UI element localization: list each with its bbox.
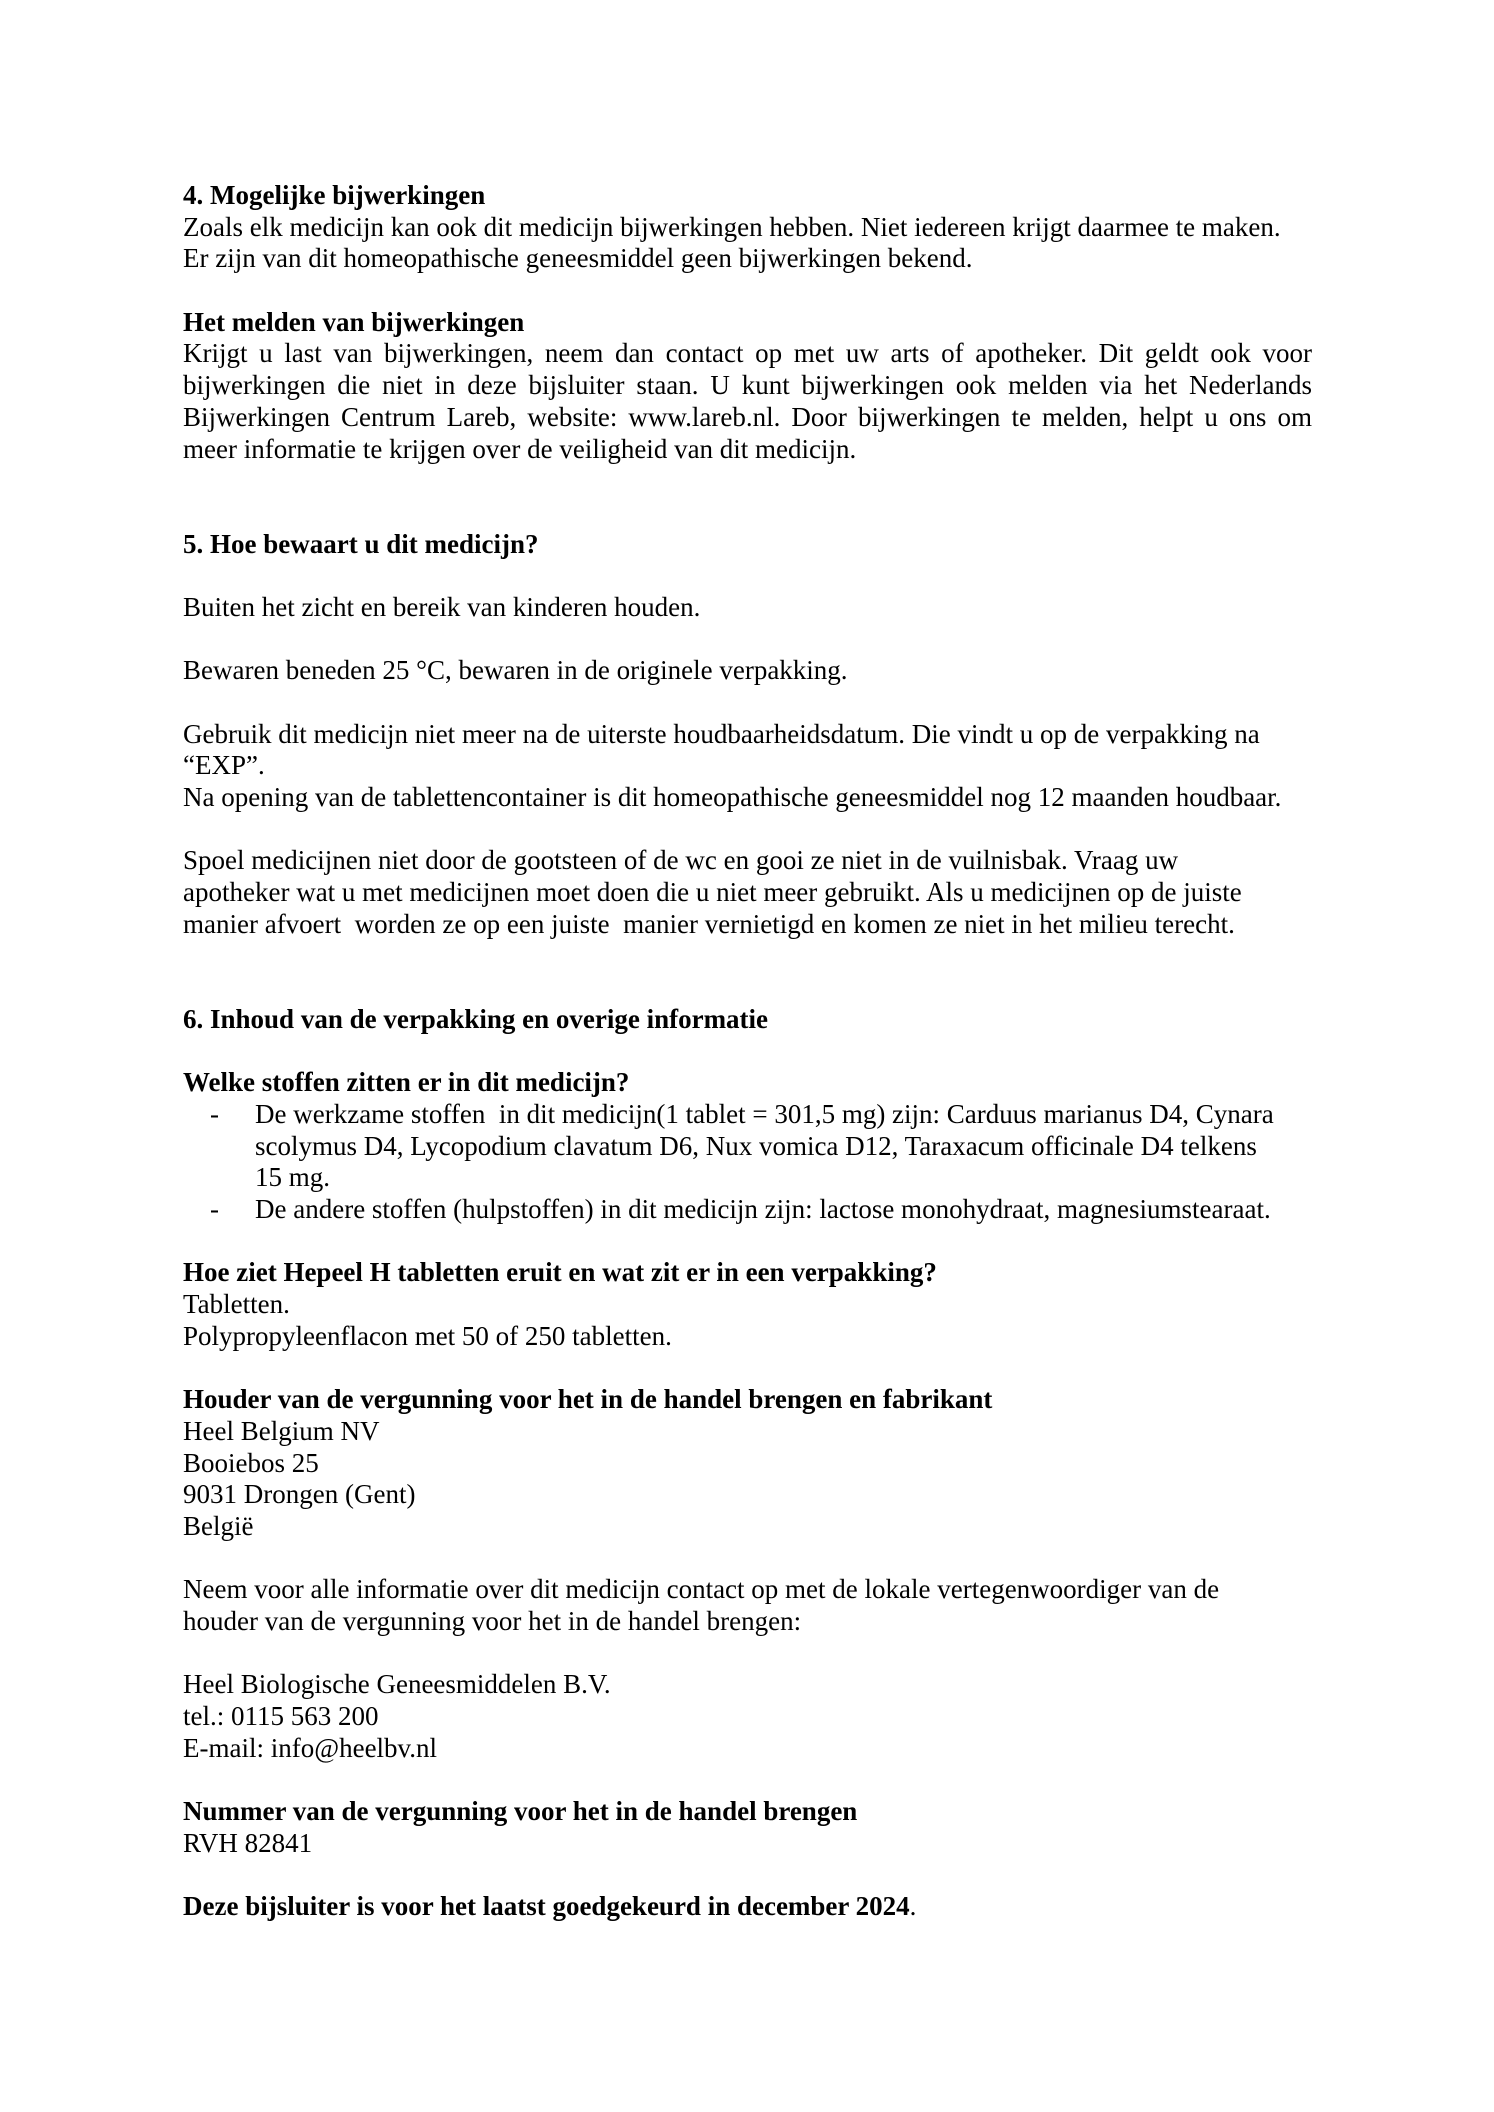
disposal-line-1: Spoel medicijnen niet door de gootsteen of de wc en gooi ze niet in de vuilnisbak. Vraag uw [183,845,1179,876]
reporting-line-4: meer informatie te krijgen over de veiligheid van dit medicijn. [183,433,857,464]
appearance-subheading: Hoe ziet Hepeel H tabletten eruit en wat zit er in een verpakking? [183,1257,937,1288]
storage-condition-line: Bewaren beneden 25 °C, bewaren in de originele verpakking. [183,655,848,686]
blank-line [183,1764,1312,1796]
license-number-line: RVH 82841 [183,1827,313,1858]
composition-subheading: Welke stoffen zitten er in dit medicijn? [183,1067,630,1098]
other-substances-line: De andere stoffen (hulpstoffen) in dit medicijn zijn: lactose monohydraat, magnesiumstearaat. [255,1194,1271,1224]
blank-line [183,1352,1312,1384]
reporting-line-3: Bijwerkingen Centrum Lareb, website: www.lareb.nl. Door bijwerkingen te melden, helpt u ons om [183,401,1312,432]
local-rep-line-1: Neem voor alle informatie over dit medicijn contact op met de lokale vertegenwoordiger van de [183,1574,1220,1605]
expiry-line-3: Na opening van de tablettencontainer is dit homeopathische geneesmiddel nog 12 maanden houdbaar. [183,782,1282,813]
blank-line [183,941,1312,973]
mah-subheading: Houder van de vergunning voor het in de handel brengen en fabrikant [183,1384,993,1415]
section-4-intro-line-2: Er zijn van dit homeopathische geneesmiddel geen bijwerkingen bekend. [183,243,973,274]
active-substances-line-1: De werkzame stoffen in dit medicijn(1 tablet = 301,5 mg) zijn: Carduus marianus D4, Cynara [255,1098,1274,1129]
active-substances-line-3: 15 mg. [255,1162,331,1193]
disposal-line-3: manier afvoert worden ze op een juiste manier vernietigd en komen ze niet in het milieu terecht. [183,908,1235,939]
blank-line [183,1638,1312,1670]
blank-line [183,560,1312,592]
mah-company-line: Heel Belgium NV [183,1415,380,1446]
expiry-line-1: Gebruik dit medicijn niet meer na de uiterste houdbaarheidsdatum. Die vindt u op de verpakking na [183,718,1260,749]
section-6-heading: 6. Inhoud van de verpakking en overige informatie [183,1003,769,1034]
blank-line [183,497,1312,529]
disposal-line-2: apotheker wat u met medicijnen moet doen die u niet meer gebruikt. Als u medicijnen op de juiste [183,877,1242,908]
mah-country-line: België [183,1510,254,1541]
approval-line [183,1891,1312,1923]
blank-line [183,1543,1312,1575]
active-substances-line-2: scolymus D4, Lycopodium clavatum D6, Nux vomica D12, Taraxacum officinale D4 telkens [255,1130,1257,1161]
blank-line [183,465,1312,497]
section-4-heading: 4. Mogelijke bijwerkingen [183,180,486,210]
reporting-line-1: Krijgt u last van bijwerkingen, neem dan contact op met uw arts of apotheker. Dit geldt ook voor [183,338,1312,369]
expiry-line-2: “EXP”. [183,750,265,781]
mah-city-line: 9031 Drongen (Gent) [183,1479,416,1510]
section-5-heading: 5. Hoe bewaart u dit medicijn? [183,528,539,559]
keep-away-from-children-line: Buiten het zicht en bereik van kinderen houden. [183,591,701,622]
local-rep-line-2: houder van de vergunning voor het in de handel brengen: [183,1605,802,1636]
approval-period: . [909,1891,917,1922]
contact-phone-line: tel.: 0115 563 200 [183,1701,379,1731]
blank-line [183,972,1312,1004]
blank-line [183,275,1312,307]
section-4-intro-line-1: Zoals elk medicijn kan ook dit medicijn bijwerkingen hebben. Niet iedereen krijgt daarmee te maken. [183,211,1281,242]
reporting-line-2: bijwerkingen die niet in deze bijsluiter staan. U kunt bijwerkingen ook melden via het Nederlands [183,370,1312,401]
other-substances-bullet [183,1194,1312,1226]
active-substances-bullet [183,1099,1312,1131]
license-subheading: Nummer van de vergunning voor het in de handel brengen [183,1796,858,1827]
contact-email-line: E-mail: info@heelbv.nl [183,1732,438,1763]
blank-line [183,1226,1312,1258]
reporting-subheading: Het melden van bijwerkingen [183,306,525,337]
bullet-dash: - [210,1194,219,1224]
blank-line [183,1859,1312,1891]
blank-line [183,814,1312,846]
appearance-line-2: Polypropyleenflacon met 50 of 250 tabletten. [183,1320,672,1351]
approval-text: Deze bijsluiter is voor het laatst goedgekeurd in december 2024 [183,1891,910,1922]
appearance-line-1: Tabletten. [183,1289,290,1320]
mah-street-line: Booiebos 25 [183,1447,319,1478]
blank-line [183,624,1312,656]
blank-line [183,1036,1312,1068]
bullet-dash: - [210,1098,219,1129]
contact-company-line: Heel Biologische Geneesmiddelen B.V. [183,1669,611,1700]
blank-line [183,687,1312,719]
